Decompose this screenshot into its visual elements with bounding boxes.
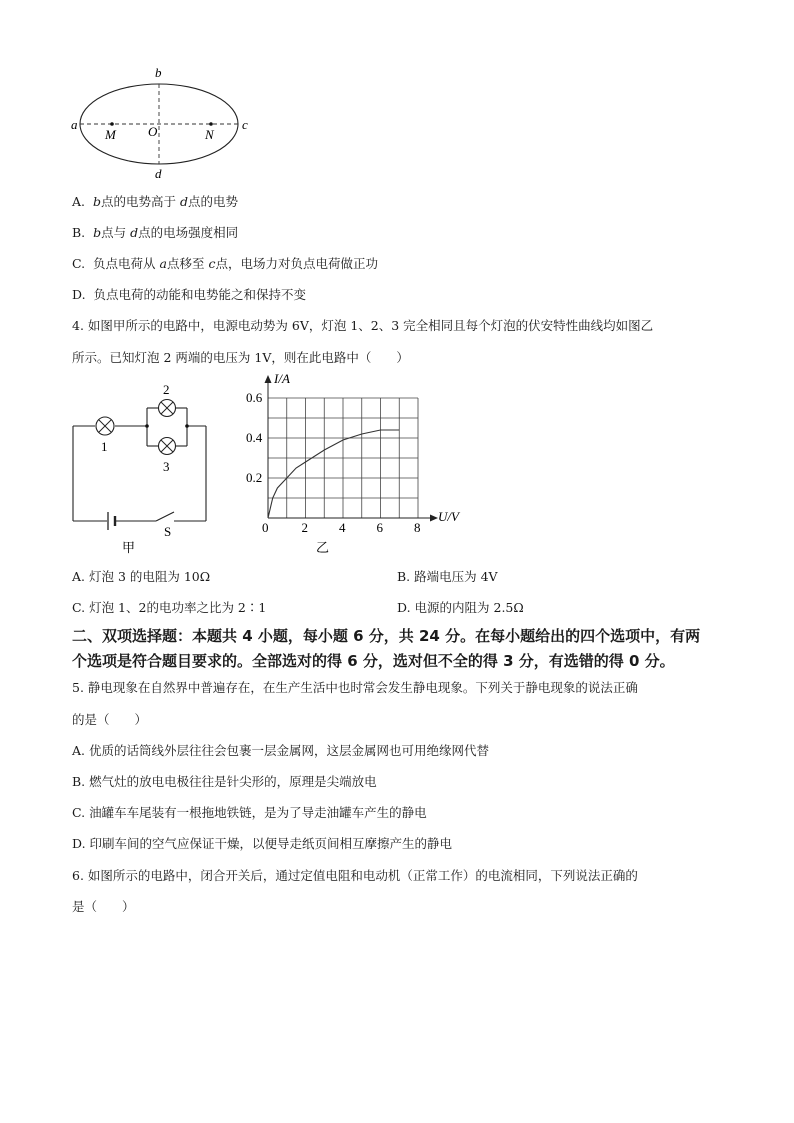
lamp-1-icon <box>96 417 114 435</box>
label-m: M <box>105 127 116 142</box>
q3-option-c: C. 负点电荷从 a点移至 c点，电场力对负点电荷做正功 <box>72 256 378 271</box>
q5-option-d: D. 印刷车间的空气应保证干燥，以便导走纸页间相互摩擦产生的静电 <box>72 836 453 851</box>
x-tick-label: 4 <box>339 520 346 535</box>
x-tick-labels <box>302 520 421 535</box>
y-tick-label: 0.6 <box>246 390 263 405</box>
label-b: b <box>155 65 162 80</box>
switch-s-blade <box>156 512 174 521</box>
x-axis-label: U/V <box>438 509 459 524</box>
q4-stem-line1: 4. 如图甲所示的电路中，电源电动势为 6V，灯泡 1、2、3 完全相同且每个灯泡的伏安特性曲线均如图乙 <box>72 318 654 333</box>
y-axis-arrow-icon <box>265 375 272 383</box>
x-tick-label: 2 <box>301 520 308 535</box>
x-axis-arrow-icon <box>430 515 438 522</box>
chart-grid <box>268 398 418 518</box>
q5-option-a: A. 优质的话筒线外层往往会包裹一层金属网，这层金属网也可用绝缘网代替 <box>72 743 489 758</box>
junction-dot-left <box>145 424 149 428</box>
q3-option-d: D. 负点电荷的动能和电势能之和保持不变 <box>72 287 307 302</box>
point-m-dot <box>110 122 114 126</box>
switch-s-label: S <box>164 524 172 539</box>
iv-characteristic-chart <box>238 368 474 560</box>
x-tick-label: 6 <box>376 520 383 535</box>
q6-stem-line1: 6. 如图所示的电路中，闭合开关后，通过定值电阻和电动机（正常工作）的电流相同，下列说法正确的 <box>72 868 638 883</box>
q3-option-a: A. b点的电势高于 d点的电势 <box>72 194 238 209</box>
section2-heading-line2: 个选项是符合题目要求的。全部选对的得 6 分，选对但不全的得 3 分，有选错的得 0 分。 <box>72 652 675 670</box>
label-d: d <box>155 166 162 181</box>
circuit-caption-jia: 甲 <box>122 540 136 555</box>
lamp-2-label: 2 <box>163 382 170 397</box>
junction-dot-right <box>185 424 189 428</box>
y-tick-label: 0.4 <box>246 430 263 445</box>
q5-option-b: B. 燃气灶的放电电极往往是针尖形的，原理是尖端放电 <box>72 774 377 789</box>
label-o: O <box>148 124 158 139</box>
origin-label: 0 <box>262 520 269 535</box>
q6-stem-line2: 是（ ） <box>72 899 135 914</box>
q4-option-c: C. 灯泡 1、2的电功率之比为 2∶1 <box>72 600 267 615</box>
q5-option-c: C. 油罐车车尾装有一根拖地铁链，是为了导走油罐车产生的静电 <box>72 805 427 820</box>
ellipse-field-figure <box>68 64 258 182</box>
q4-stem-line2: 所示。已知灯泡 2 两端的电压为 1V，则在此电路中（ ） <box>72 350 409 365</box>
q5-stem-line2: 的是（ ） <box>72 712 148 727</box>
y-tick-labels <box>246 390 263 485</box>
iv-curve <box>268 430 399 518</box>
y-tick-label: 0.2 <box>246 470 263 485</box>
q4-option-a: A. 灯泡 3 的电阻为 10Ω <box>72 569 211 584</box>
q4-option-d: D. 电源的内阻为 2.5Ω <box>397 600 524 615</box>
lamp-3-icon <box>159 438 176 455</box>
label-n: N <box>205 127 214 142</box>
y-axis-label: I/A <box>274 371 290 386</box>
section2-heading-line1: 二、双项选择题：本题共 4 小题，每小题 6 分，共 24 分。在每小题给出的四个选项中，有两 <box>72 627 701 645</box>
label-c: c <box>242 117 248 132</box>
q5-stem-line1: 5. 静电现象在自然界中普遍存在，在生产生活中也时常会发生静电现象。下列关于静电现象的说法正确 <box>72 680 638 695</box>
chart-caption-yi: 乙 <box>316 540 330 555</box>
lamp-3-label: 3 <box>163 459 170 474</box>
lamp-1-label: 1 <box>101 439 108 454</box>
circuit-diagram-jia <box>60 378 220 558</box>
q3-option-b: B. b点与 d点的电场强度相同 <box>72 225 239 240</box>
label-a: a <box>71 117 78 132</box>
x-tick-label: 8 <box>414 520 421 535</box>
lamp-2-icon <box>159 400 176 417</box>
q4-option-b: B. 路端电压为 4V <box>397 569 498 584</box>
point-n-dot <box>209 122 213 126</box>
